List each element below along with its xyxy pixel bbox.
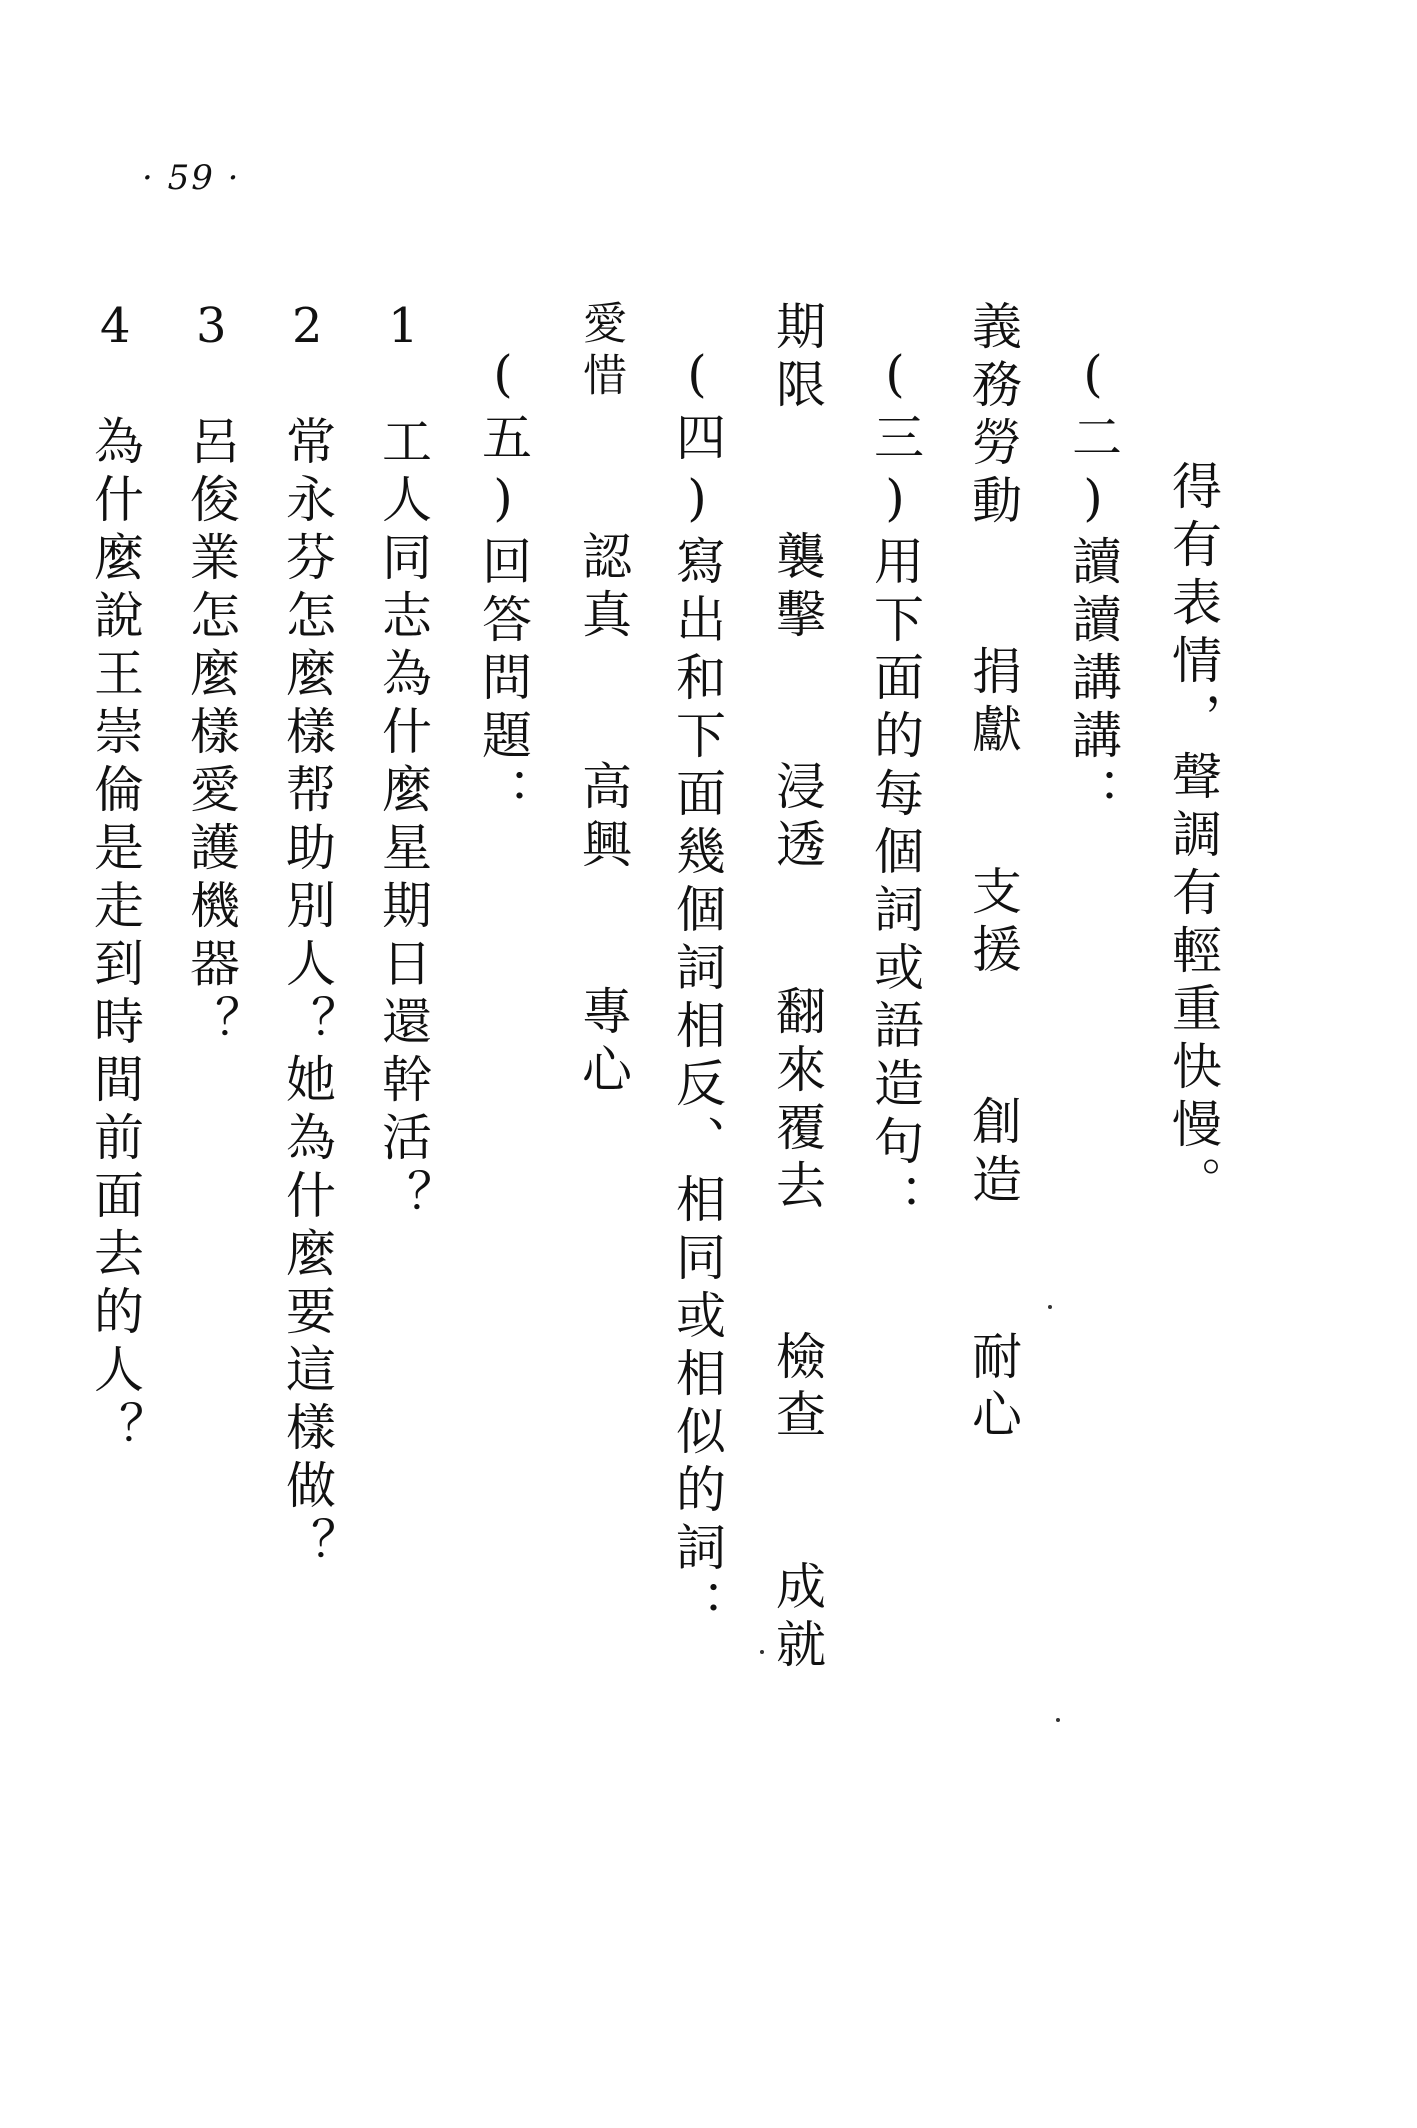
section-4-word-4: 專心 [574,985,632,1101]
section-5-heading: (五)回答問題： [474,345,532,825]
question-2-text: 常永芬怎麼樣帮助別人？她為什麼要這樣做？ [278,415,336,1575]
question-3-text: 呂俊業怎麼樣愛護機器？ [182,415,240,1053]
section-4-word-3: 高興 [574,760,632,876]
section-3-heading: (三)用下面的每個詞或語造句： [866,345,924,1231]
section-3-word-1: 期限 [768,300,826,416]
section-3-word-2: 襲擊 [768,530,826,646]
question-4-number: 4 [100,298,131,354]
section-2-word-5: 耐心 [964,1330,1022,1446]
scan-speck [760,1650,764,1654]
question-1-number: 1 [388,298,419,354]
scan-speck [1048,1305,1052,1309]
question-3-number: 3 [196,298,227,354]
section-3-word-5: 檢查 [768,1330,826,1446]
question-1-text: 工人同志為什麼星期日還幹活？ [374,415,432,1227]
section-2-heading: (二)讀讀講講： [1064,345,1122,825]
section-3-word-4: 翻來覆去 [768,985,826,1217]
section-2-word-1: 義務勞動 [964,300,1022,532]
section-4-heading: (四)寫出和下面幾個詞相反、相同或相似的詞： [668,345,726,1637]
section-3-word-3: 浸透 [768,760,826,876]
section-3-word-6: 成就 [768,1560,826,1676]
section-2-word-4: 創造 [964,1095,1022,1211]
page-number: · 59 · [142,158,241,198]
section-2-word-3: 支援 [964,865,1022,981]
question-2-number: 2 [292,298,323,354]
section-2-word-2: 捐獻 [964,645,1022,761]
scan-speck [1056,1718,1060,1722]
section-4-word-2: 認真 [574,530,632,646]
text-line-1: 得有表情，聲調有輕重快慢。 [1164,460,1222,1214]
question-4-text: 為什麼說王崇倫是走到時間前面去的人？ [86,415,144,1459]
section-4-word-1: 愛惜 [575,300,626,404]
